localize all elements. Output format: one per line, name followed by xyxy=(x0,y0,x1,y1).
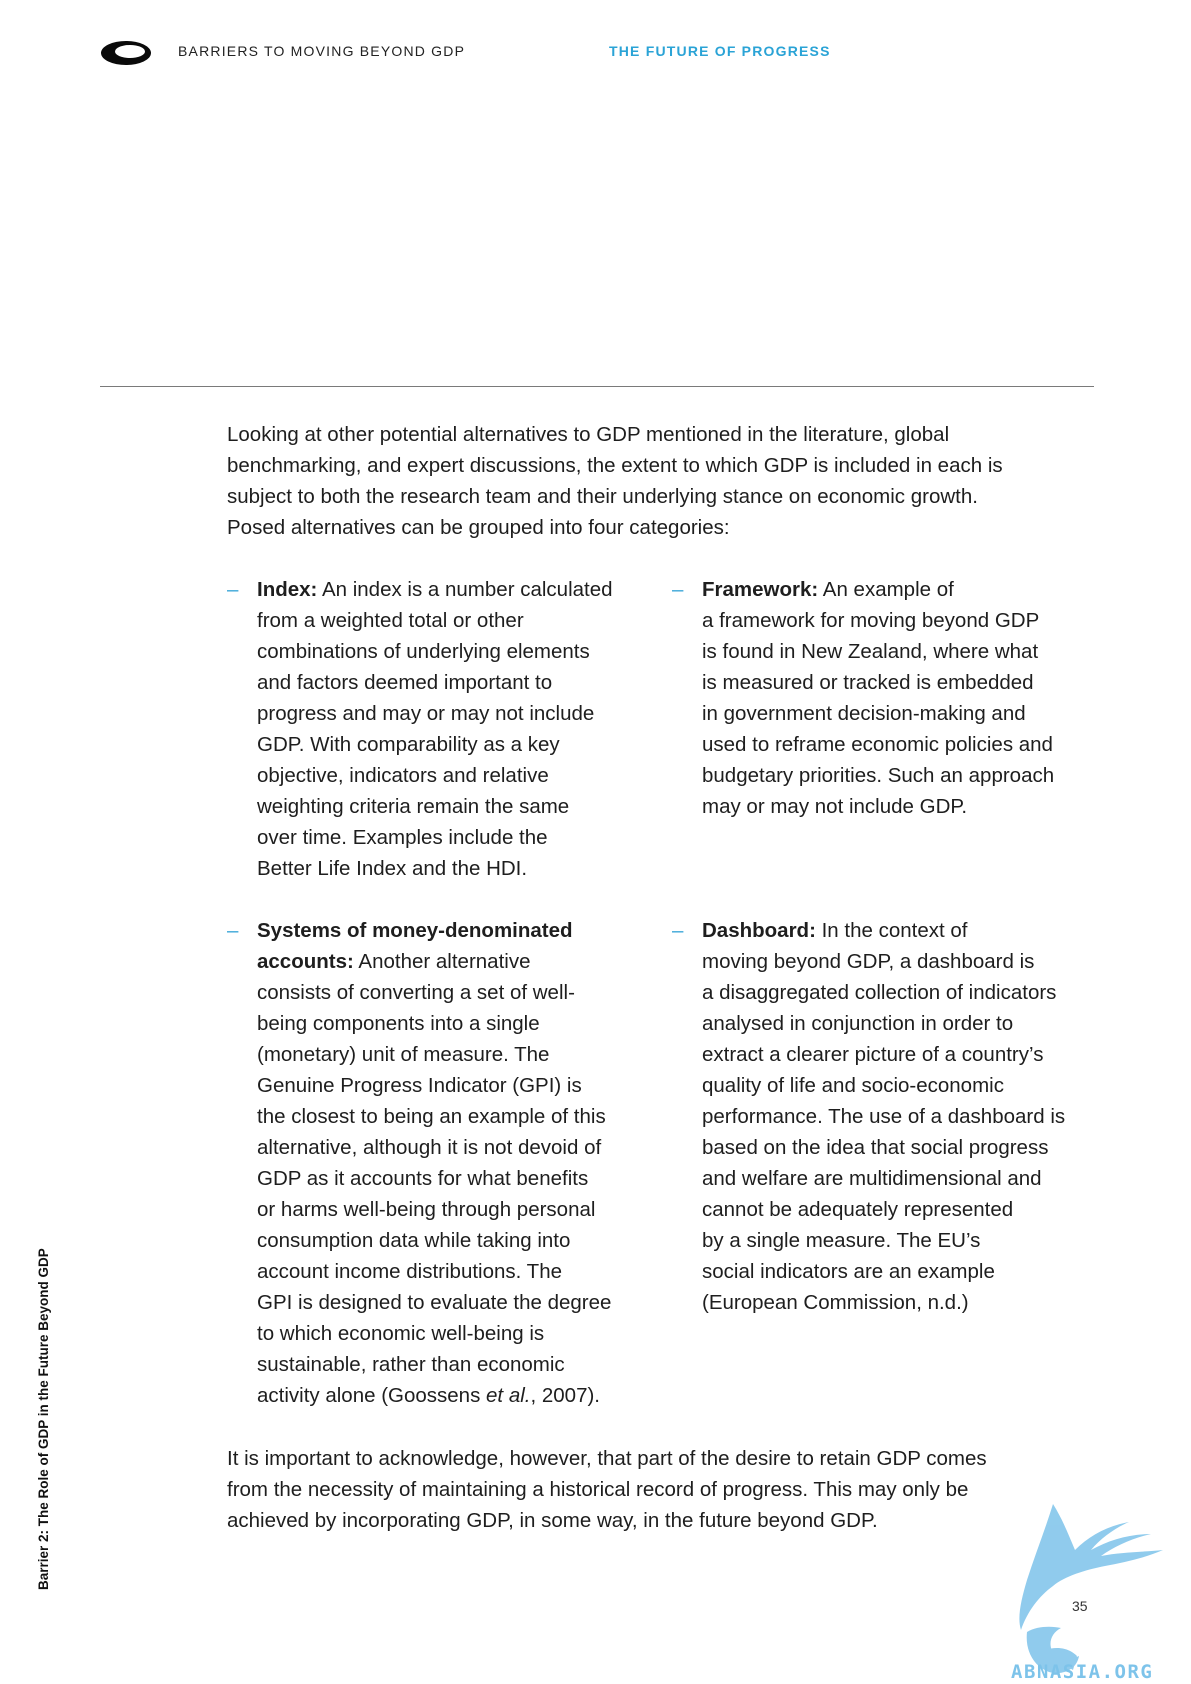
item-line: by a single measure. The EU’s xyxy=(702,1229,981,1252)
item-line: sustainable, rather than economic xyxy=(257,1353,565,1376)
item-line: GDP. With comparability as a key xyxy=(257,733,560,756)
item-text xyxy=(702,915,1065,1318)
item-line: (European Commission, n.d.) xyxy=(702,1291,969,1314)
outro-line: It is important to acknowledge, however, that part of the desire to retain GDP comes xyxy=(227,1447,987,1470)
intro-line: benchmarking, and expert discussions, the extent to which GDP is included in each is xyxy=(227,454,1003,477)
item-text xyxy=(257,574,613,884)
item-line: in government decision-making and xyxy=(702,702,1026,725)
watermark-text: ABNASIA.ORG xyxy=(1011,1661,1154,1683)
section-divider xyxy=(100,386,1094,387)
item-title: Dashboard: xyxy=(702,919,816,942)
header-report-title: THE FUTURE OF PROGRESS xyxy=(609,43,831,59)
item-line: activity alone (Goossens xyxy=(257,1384,487,1407)
item-line: analysed in conjunction in order to xyxy=(702,1012,1014,1035)
item-title: accounts: xyxy=(257,950,354,973)
item-line: An example of xyxy=(818,578,954,601)
bullet-dash: – xyxy=(227,919,239,942)
item-title: Framework: xyxy=(702,578,819,601)
item-line: is found in New Zealand, where what xyxy=(702,640,1039,663)
item-line: cannot be adequately represented xyxy=(702,1198,1014,1221)
citation-italic: et al. xyxy=(486,1384,531,1407)
item-line: the closest to being an example of this xyxy=(257,1105,606,1128)
item-line: consumption data while taking into xyxy=(257,1229,571,1252)
item-line: or harms well-being through personal xyxy=(257,1198,596,1221)
item-line: moving beyond GDP, a dashboard is xyxy=(702,950,1035,973)
intro-paragraph xyxy=(227,419,1097,543)
item-text xyxy=(702,574,1054,822)
item-line: objective, indicators and relative xyxy=(257,764,549,787)
item-title: Index: xyxy=(257,578,318,601)
item-line: and welfare are multidimensional and xyxy=(702,1167,1042,1190)
item-title: Systems of money-denominated xyxy=(257,919,573,942)
item-line: a disaggregated collection of indicators xyxy=(702,981,1057,1004)
item-line: and factors deemed important to xyxy=(257,671,553,694)
outro-line: achieved by incorporating GDP, in some way, in the future beyond GDP. xyxy=(227,1509,878,1532)
item-line: to which economic well-being is xyxy=(257,1322,545,1345)
intro-line: subject to both the research team and their underlying stance on economic growth. xyxy=(227,485,978,508)
item-line: GPI is designed to evaluate the degree xyxy=(257,1291,612,1314)
item-line: combinations of underlying elements xyxy=(257,640,590,663)
item-line: consists of converting a set of well- xyxy=(257,981,575,1004)
item-line: based on the idea that social progress xyxy=(702,1136,1049,1159)
bullet-dash: – xyxy=(227,578,239,601)
item-line: from a weighted total or other xyxy=(257,609,524,632)
report-logo-icon xyxy=(100,40,152,66)
bullet-dash: – xyxy=(672,919,684,942)
closing-paragraph xyxy=(227,1443,1097,1536)
bullet-dash: – xyxy=(672,578,684,601)
page-number: 35 xyxy=(1072,1598,1088,1614)
outro-line: from the necessity of maintaining a historical record of progress. This may only be xyxy=(227,1478,969,1501)
item-line: performance. The use of a dashboard is xyxy=(702,1105,1066,1128)
item-line: is measured or tracked is embedded xyxy=(702,671,1034,694)
item-line: account income distributions. The xyxy=(257,1260,563,1283)
item-line: quality of life and socio-economic xyxy=(702,1074,1004,1097)
item-line: alternative, although it is not devoid of xyxy=(257,1136,602,1159)
item-line: Genuine Progress Indicator (GPI) is xyxy=(257,1074,582,1097)
item-line: , 2007). xyxy=(530,1384,601,1407)
intro-line: Posed alternatives can be grouped into four categories: xyxy=(227,516,730,539)
item-line: extract a clearer picture of a country’s xyxy=(702,1043,1044,1066)
item-line: Another alternative xyxy=(353,950,531,973)
item-line: GDP as it accounts for what benefits xyxy=(257,1167,589,1190)
item-line: may or may not include GDP. xyxy=(702,795,968,818)
intro-line: Looking at other potential alternatives to GDP mentioned in the literature, global xyxy=(227,423,950,446)
item-line: used to reframe economic policies and xyxy=(702,733,1053,756)
item-line: weighting criteria remain the same xyxy=(257,795,570,818)
item-line: Better Life Index and the HDI. xyxy=(257,857,528,880)
item-line: being components into a single xyxy=(257,1012,540,1035)
item-line: (monetary) unit of measure. The xyxy=(257,1043,550,1066)
item-line: progress and may or may not include xyxy=(257,702,595,725)
item-line: over time. Examples include the xyxy=(257,826,548,849)
item-line: In the context of xyxy=(815,919,968,942)
item-line: social indicators are an example xyxy=(702,1260,995,1283)
watermark-griffin-logo-icon xyxy=(1005,1500,1175,1684)
item-text xyxy=(257,915,611,1411)
item-line: budgetary priorities. Such an approach xyxy=(702,764,1055,787)
item-line: An index is a number calculated xyxy=(317,578,613,601)
item-line: a framework for moving beyond GDP xyxy=(702,609,1040,632)
header-section-title: BARRIERS TO MOVING BEYOND GDP xyxy=(178,43,466,59)
sidebar-chapter-title: Barrier 2: The Role of GDP in the Future Beyond GDP xyxy=(36,1248,51,1590)
